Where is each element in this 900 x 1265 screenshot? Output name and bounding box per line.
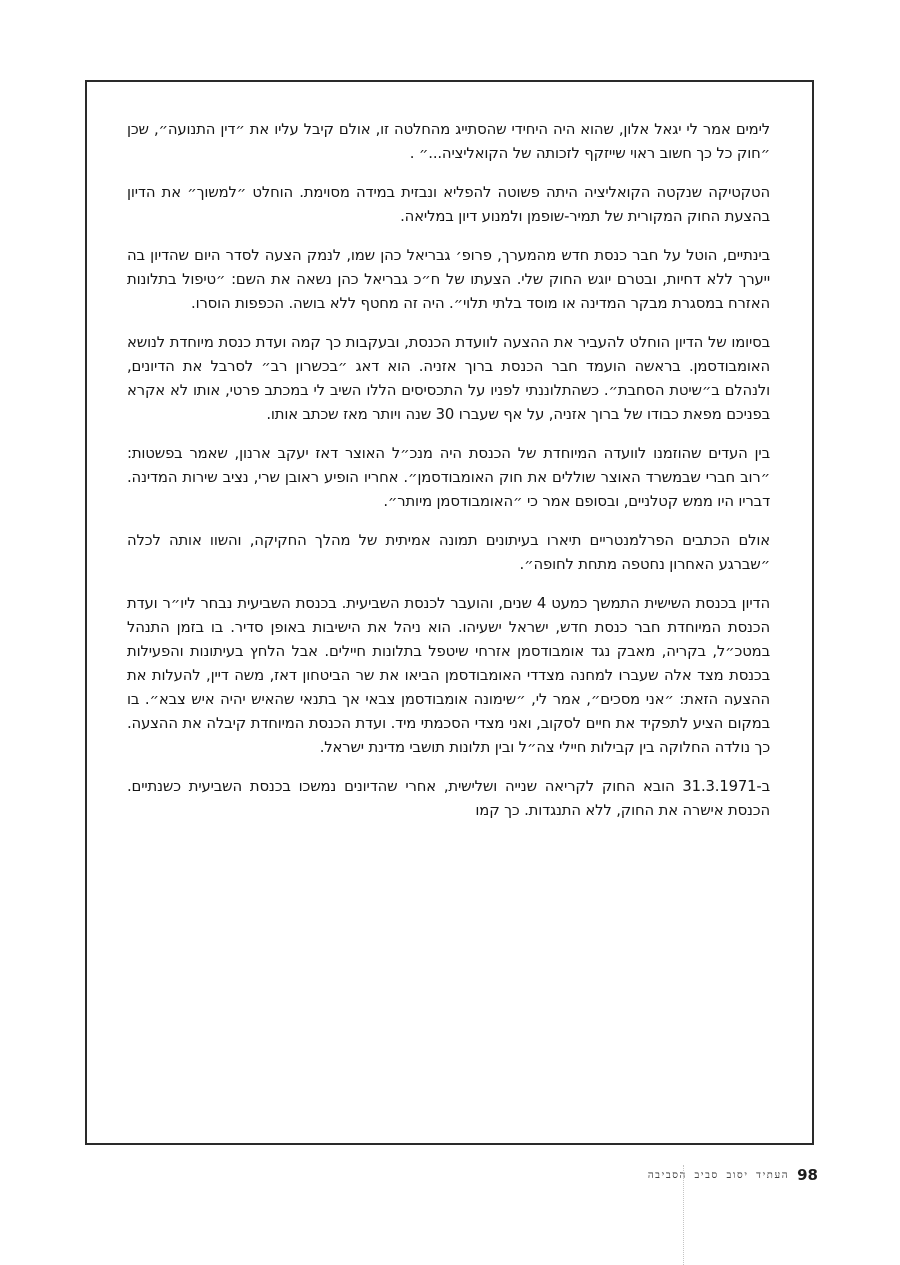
- paragraph: בין העדים שהוזמנו לוועדה המיוחדת של הכנסת היה מנכ״ל האוצר דאז יעקב ארנון, שאמר בפשטות: ״רוב חברי שבמשרד האוצר שוללים את חוק האומבודסמן״. אחריו הופיע ראובן שרי, נציב שירות המדינה. דבריו היו ממש קטלניים, ובסופם אמר כי ״האומבודסמן מיותר״.: [127, 445, 770, 510]
- paragraph: הטקטיקה שנקטה הקואליציה היתה פשוטה להפליא ונבזית במידה מסוימת. הוחלט ״למשוך״ את הדיון בהצעת החוק המקורית של תמיר-שופמן ולמנוע דיון במליאה.: [127, 184, 770, 225]
- page-number: 98: [797, 1166, 818, 1184]
- article-body: [127, 118, 770, 838]
- paragraph: בסיומו של הדיון הוחלט להעביר את ההצעה לוועדת הכנסת, ובעקבות כך קמה ועדת כנסת מיוחדת לנושא האומבודסמן. בראשה הועמד חבר הכנסת ברוך אזניה. הוא דאג ״בכשרון רב״ לסרבל את הדיונים, ולנהלם ב״שיטת הסחבת״. כשהתלוננתי לפניו על התכסיסים הללו השיב לי במכתב פרטי, אותו לא אקרא בפניכם מפאת כבודו של ברוך אזניה, על אף שעברו 30 שנה ויותר מאז שכתב אותו.: [127, 334, 770, 423]
- paragraph: בינתיים, הוטל על חבר כנסת חדש מהמערך, פרופ׳ גבריאל כהן שמו, לנמק הצעה לסדר היום שהדיון בה ייערך ללא דחיות, ובטרם יוגש החוק שלי. הצעתו של ח״כ גבריאל כהן נשאה את השם: ״טיפול בתלונות האזרח במסגרת מבקר המדינה או מוסד בלתי תלוי״. היה זה מחטף ללא בושה. הכפפות הוסרו.: [127, 247, 770, 312]
- page-footer: [628, 1163, 818, 1187]
- paragraph: לימים אמר לי יגאל אלון, שהוא היה היחידי שהסתייג מהחלטה זו, אולם קיבל עליו את ״דין התנועה״, שכן ״חוק כל כך חשוב ראוי שייזקף לזכותה של הקואליציה...״ .: [127, 121, 770, 162]
- fold-line: [683, 1165, 684, 1265]
- paragraph: אולם הכתבים הפרלמנטריים תיארו בעיתונים תמונה אמיתית של מהלך החקיקה, והשוו אותה לכלה ״שברגע האחרון נחטפה מתחת לחופה״.: [127, 532, 770, 573]
- paragraph: ב-31.3.1971 הובא החוק לקריאה שנייה ושלישית, אחרי שהדיונים נמשכו בכנסת השביעית כשנתיים. הכנסת אישרה את החוק, ללא התנגדות. כך קמו: [127, 778, 770, 819]
- paragraph: הדיון בכנסת השישית התמשך כמעט 4 שנים, והועבר לכנסת השביעית. בכנסת השביעית נבחר ליו״ר ועדת הכנסת המיוחדת חבר כנסת חדש, ישראל ישעיהו. הוא ניהל את הישיבות באופן סדיר. בו בזמן התנהל במטכ״ל, בקריה, מאבק נגד אומבודסמן אזרחי שיטפל בתלונות חיילים. אבל הלחץ בעיתונות והפעילות בכנסת מצד אלה שעברו למחנה מצדדי האומבודסמן הביאו את שר הביטחון דאז, משה דיין, להעלות את ההצעה הזאת: ״אני מסכים״, אמר לי, ״שימונה אומבודסמן צבאי אך בתנאי שהאיש יהיה איש צבא״. בו במקום הציע לתפקיד את חיים לסקוב, ואני מצדי הסכמתי מיד. ועדת הכנסת המיוחדת קיבלה את ההצעה. כך נולדה החלוקה בין קבילות חיילי צה״ל ובין תלונות תושבי מדינת ישראל.: [127, 595, 770, 756]
- running-title: העתיד יסוב סביב הסביבה: [647, 1169, 790, 1181]
